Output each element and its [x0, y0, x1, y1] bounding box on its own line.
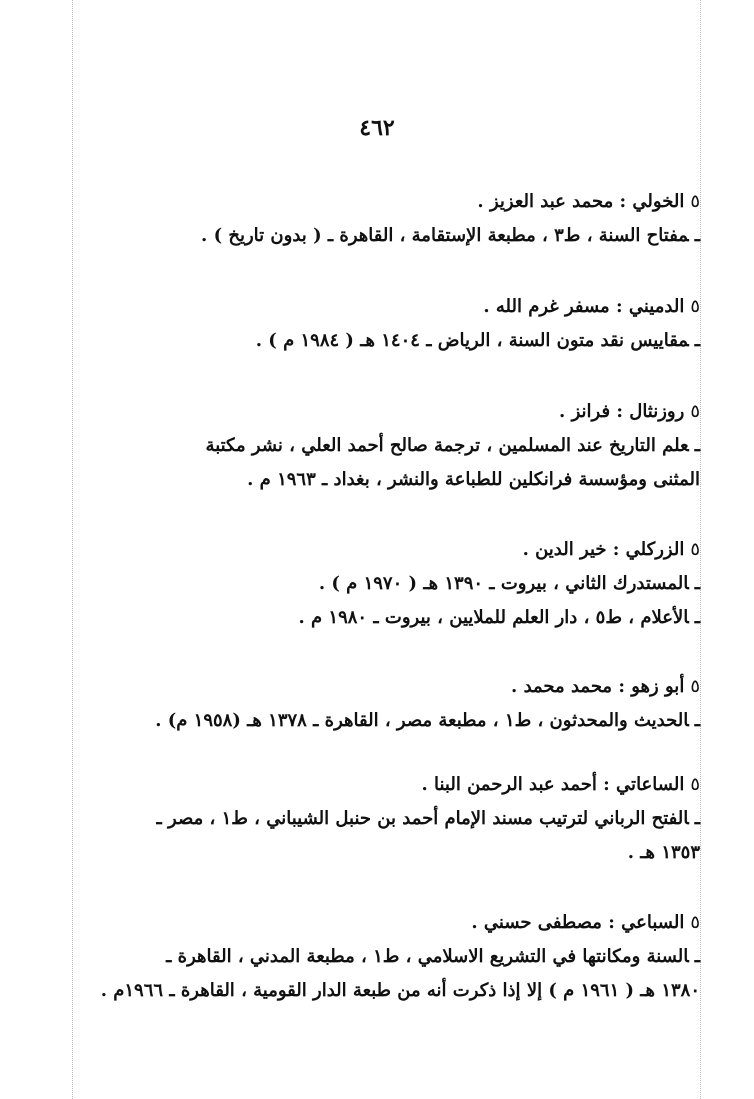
dash-icon: ـ [694, 710, 700, 731]
entry-author: ٥الدميني : مسفر غرم الله . [483, 296, 700, 317]
entry-work: ـالسنة ومكانتها في التشريع الاسلامي ، ط١ ، مطبعة المدني ، القاهرة ـ [166, 946, 700, 967]
bullet-icon: ٥ [690, 401, 700, 422]
entry-author: ٥الخولي : محمد عبد العزيز . [477, 191, 700, 212]
entry-work: ـعلم التاريخ عند المسلمين ، ترجمة صالح أحمد العلي ، نشر مكتبة [205, 435, 700, 456]
bullet-icon: ٥ [690, 676, 700, 697]
entry-author: ٥السباعي : مصطفى حسني . [471, 912, 700, 933]
entry-work: ـالمستدرك الثاني ، بيروت ـ ١٣٩٠ هـ ( ١٩٧٠ م ) . [318, 573, 700, 594]
entry-work-continuation: ١٣٥٣ هـ . [627, 842, 700, 863]
entry-work: ـالفتح الرباني لترتيب مسند الإمام أحمد بن حنبل الشيباني ، ط١ ، مصر ـ [156, 808, 700, 829]
entry-author: ٥أبو زهو : محمد محمد . [511, 676, 700, 697]
dash-icon: ـ [694, 607, 700, 628]
bibliography-entry [60, 533, 700, 635]
dash-icon: ـ [694, 225, 700, 246]
bibliography-entry [60, 768, 700, 870]
bullet-icon: ٥ [690, 539, 700, 560]
entry-author: ٥الساعاتي : أحمد عبد الرحمن البنا . [421, 774, 700, 795]
dash-icon: ـ [694, 573, 700, 594]
entry-work: ـمفتاح السنة ، ط٣ ، مطبعة الإستقامة ، القاهرة ـ ( بدون تاريخ ) . [201, 225, 700, 246]
dash-icon: ـ [694, 808, 700, 829]
bullet-icon: ٥ [690, 774, 700, 795]
dash-icon: ـ [694, 330, 700, 351]
bibliography-entry [60, 290, 700, 358]
entry-work-continuation: المثنى ومؤسسة فرانكلين للطباعة والنشر ، بغداد ـ ١٩٦٣ م . [247, 469, 700, 490]
entry-work-continuation: ١٣٨٠ هـ ( ١٩٦١ م ) إلا إذا ذكرت أنه من طبعة الدار القومية ، القاهرة ـ ١٩٦٦م . [100, 980, 700, 1001]
bibliography-entry [50, 395, 700, 497]
page-number: ٤٦٢ [359, 115, 395, 141]
dash-icon: ـ [694, 946, 700, 967]
entry-work: ـالحديث والمحدثون ، ط١ ، مطبعة مصر ، القاهرة ـ ١٣٧٨ هـ (١٩٥٨ م) . [155, 710, 700, 731]
bullet-icon: ٥ [690, 191, 700, 212]
bibliography-entry [60, 185, 700, 253]
right-margin-line [700, 0, 701, 1099]
dash-icon: ـ [694, 435, 700, 456]
bibliography-entry [50, 906, 700, 1008]
entry-work: ـمقاييس نقد متون السنة ، الرياض ـ ١٤٠٤ هـ ( ١٩٨٤ م ) . [255, 330, 700, 351]
bullet-icon: ٥ [690, 296, 700, 317]
entry-work: ـالأعلام ، ط٥ ، دار العلم للملايين ، بيروت ـ ١٩٨٠ م . [298, 607, 700, 628]
entry-author: ٥روزنثال : فرانز . [559, 401, 700, 422]
bullet-icon: ٥ [690, 912, 700, 933]
entry-author: ٥الزركلي : خير الدين . [522, 539, 700, 560]
bibliography-entry [60, 670, 700, 738]
